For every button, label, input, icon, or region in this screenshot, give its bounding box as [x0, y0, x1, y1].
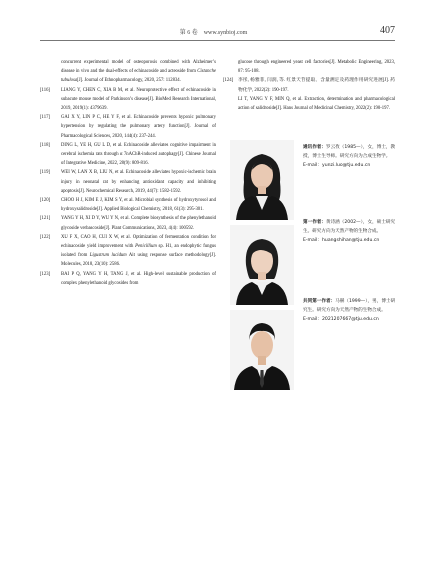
bio-description: 黄诗涵（2002—），女，硕士研究生。研究方向为天然产物的生物合成。 [303, 220, 396, 234]
bio-role: 第一作者： [303, 220, 326, 225]
issue-label: 第 6 卷 [179, 30, 198, 36]
author-bio-corresponding [224, 140, 398, 224]
reference-number: [120] [40, 198, 51, 204]
reference-item [40, 58, 216, 86]
bio-email: E-mail：yunzi.luo@tju.edu.cn [303, 163, 371, 168]
reference-text [40, 141, 216, 169]
reference-segment: concurrent experimental model of osteoporosis combined with Alzheimer’s disease in vivo and the dual-effects of echinacoside and acteoside from [61, 60, 216, 75]
reference-segment: [J]. Journal of Ethnopharmacology, 2020, 257: 112834. [77, 78, 181, 84]
reference-number: [117] [40, 115, 50, 121]
reference-segment: XU F X, CAO H, CUI X W, et al. Optimization of fermentation condition for echinacoside yield improvement with [61, 234, 216, 250]
reference-item [223, 95, 395, 113]
reference-segment: LI T, YANG Y F, MIN Q, et al. Extraction, determination and pharmacological action of salidroside[J]. Hans Journal of Medicinal Chemistry, 2022(2): 190-197. [238, 96, 395, 112]
reference-segment: BAI P Q, YANG Y H, TANG J, et al. High-level sustainable production of complex phenylethanoid glycosides from [61, 271, 216, 286]
author-photo-corresponding [230, 140, 294, 220]
reference-number: [122] [40, 234, 51, 240]
page-header [0, 25, 427, 42]
reference-text [223, 76, 395, 94]
reference-item [40, 86, 216, 114]
reference-text [40, 214, 216, 232]
reference-number: [118] [40, 142, 50, 148]
bio-email: E-mail：2021207667@tju.edu.cn [303, 317, 379, 322]
running-header [0, 28, 427, 38]
bio-text-co-first [303, 297, 398, 324]
reference-segment: glucose through engineered yeast cell factories[J]. Metabolic Engineering, 2023, 87: 95-108. [238, 60, 395, 75]
references-right-column [223, 58, 395, 113]
journal-site: www.synbioj.com [203, 30, 248, 36]
author-photo-co-first [230, 310, 294, 390]
reference-number: [119] [40, 170, 50, 176]
reference-number: [124] [223, 78, 234, 84]
reference-italic-term: Penicillium [135, 244, 157, 250]
reference-item [40, 233, 216, 270]
reference-item [40, 113, 216, 141]
reference-segment: WEI W, LAN X B, LIU N, et al. Echinacoside alleviates hypoxic-ischemic brain injury in neonatal rat by enhancing antioxidant capacity and inhibiting apoptosis[J]. Neurochemical Research, 2019, 44(7): 1582-1592. [61, 170, 216, 194]
reference-text [40, 196, 216, 214]
page-number: 407 [380, 25, 395, 36]
reference-item [40, 270, 216, 288]
reference-number: [121] [40, 216, 51, 222]
reference-segment: LIANG Y, CHEN C, XIA B M, et al. Neuroprotective effect of echinacoside in subacute mouse model of Parkinson’s disease[J]. BioMed Research International, 2019, 2019(1): 4379639. [61, 87, 216, 112]
bio-text-corresponding [303, 143, 398, 170]
reference-item [40, 196, 216, 214]
bio-description: 马赫（1999—），男，博士研究生。研究方向为天然产物的生物合成。 [303, 299, 396, 313]
reference-text [40, 168, 216, 196]
reference-item [40, 168, 216, 196]
reference-text [40, 58, 216, 86]
bio-role: 通讯作者： [303, 145, 326, 150]
reference-segment: GAI X Y, LIN P C, HE Y F, et al. Echinacoside prevents hypoxic pulmonary hypertension by regulating the pulmonary artery function[J]. Journal of Pharmacological Sciences, 2020, 144(4): 237-244. [61, 115, 216, 139]
reference-number: [123] [40, 271, 51, 277]
bio-role: 共同第一作者： [303, 299, 336, 304]
author-photo-first [230, 225, 294, 305]
reference-segment: CHOO H J, KIM E J, KIM S Y, et al. Microbial synthesis of hydroxytyrosol and hydroxysalidroside[J]. Applied Biological Chemistry, 2018, 61(3): 295-301. [61, 198, 216, 213]
reference-italic-term: Cistanche tubulosa [61, 69, 216, 84]
references-left-column [40, 58, 216, 288]
header-rule [40, 40, 395, 41]
author-bio-co-first [224, 299, 398, 394]
reference-text [40, 113, 216, 141]
reference-segment: Ait using response surface methodology[J]. Molecules, 2018, 23(10): 2586. [61, 253, 216, 268]
reference-italic-term: Ligustrum lucidum [89, 253, 127, 259]
reference-text [40, 233, 216, 270]
bio-email: E-mail：huangshihan@tju.edu.cn [303, 238, 380, 243]
reference-text [40, 86, 216, 114]
reference-segment: 李彤, 杨雅菲, 闫润, 等. 红景天苷提取、含量测定及药理作用研究进展[J]. 药物化学, 2022(2): 190-197. [238, 78, 395, 93]
reference-item [223, 76, 395, 94]
reference-item [40, 214, 216, 232]
reference-text [223, 95, 395, 113]
reference-number: [116] [40, 87, 50, 93]
reference-item [40, 141, 216, 169]
reference-segment: sp. H1, an endophytic fungus isolated from [61, 244, 216, 259]
reference-segment: YANG Y H, XI D Y, WU Y N, et al. Complete biosynthesis of the phenylethanoid glycoside verbascoside[J]. Plant Communications, 2023, 4(4): 100592. [61, 216, 216, 231]
reference-text [223, 58, 395, 76]
reference-text [40, 270, 216, 288]
bio-text-first [303, 218, 398, 245]
reference-segment: DING L, YE H, GU L D, et al. Echinacoside alleviates cognitive impairment in cerebral ischemia rats through α 7nAChR-induced autophagy[J]. Chinese Journal of Integrative Medicine, 2022, 28(9): 809-816. [61, 142, 216, 167]
reference-item [223, 58, 395, 76]
bio-description: 罗云孜（1985—），女，博士，教授，博士生导师。研究方向为合成生物学。 [303, 145, 396, 159]
